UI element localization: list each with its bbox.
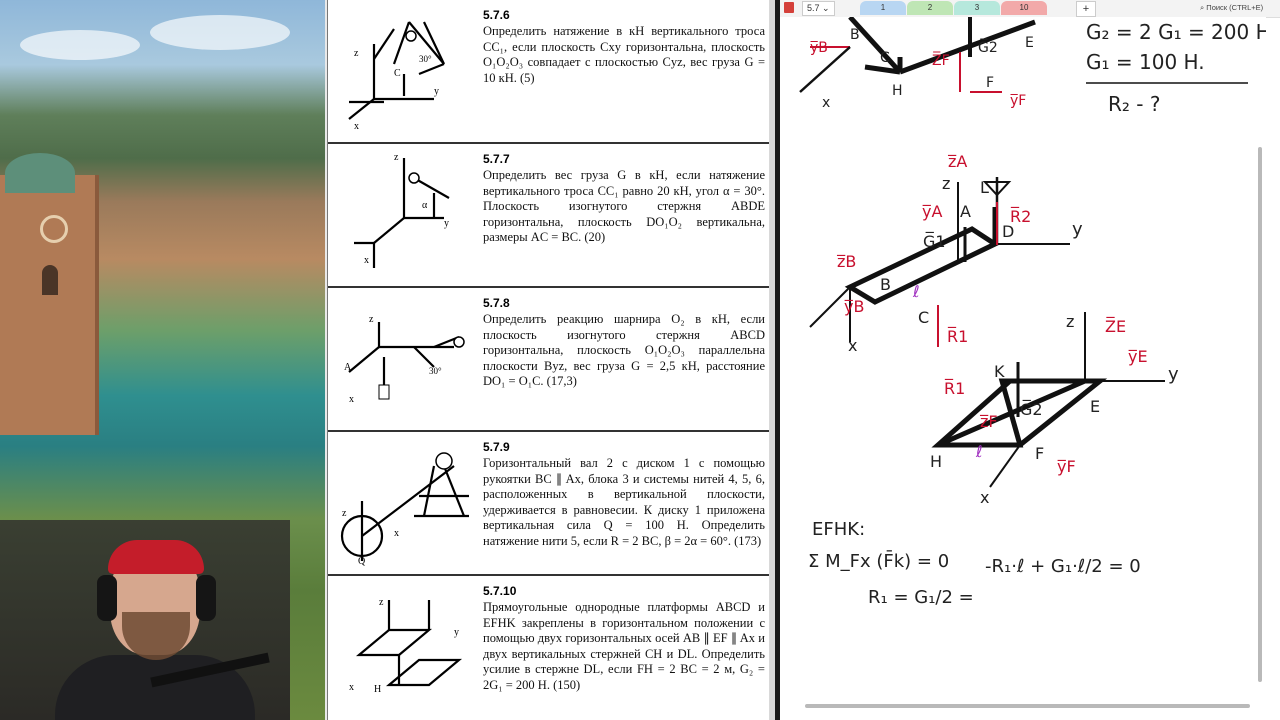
given-line-2: G₁ = 100 H. (1086, 50, 1205, 74)
headphone-right (196, 575, 216, 621)
svg-text:z: z (1066, 312, 1075, 331)
problem-number: 5.7.9 (483, 440, 510, 454)
page-selector-label: 5.7 (807, 3, 820, 13)
svg-text:R̅1: R̅1 (947, 327, 969, 346)
svg-text:G̅1: G̅1 (923, 232, 946, 251)
svg-text:z̅A: z̅A (948, 152, 968, 171)
problem-number: 5.7.6 (483, 8, 510, 22)
svg-text:D: D (1002, 222, 1015, 241)
svg-text:C: C (918, 308, 930, 327)
svg-text:30°: 30° (429, 366, 442, 376)
problem-text: Горизонтальный вал 2 с диском 1 с помощью рукоятки BC ∥ Ax, блока 3 и системы нитей 4, 5, 6, расположенных в вертикальной плоскости, удерживается в равновесии. К диску 1 приложена вертикальная сила Q = 100 Н. Определить натяжение нити 5, если R = 2 BC, β = 2α = 60°. (173) (483, 456, 765, 548)
given-line-1: G₂ = 2 G₁ = 200 H; (1086, 20, 1266, 44)
svg-text:R̅2: R̅2 (1010, 207, 1032, 226)
svg-text:y̅B: y̅B (844, 297, 865, 316)
svg-text:ℓ: ℓ (913, 282, 920, 301)
red-bandana (108, 540, 204, 574)
svg-text:x: x (394, 528, 399, 539)
problem-figure (334, 292, 479, 422)
moment-equation-expanded: -R₁·ℓ + G₁·ℓ/2 = 0 (985, 556, 1141, 577)
svg-text:x: x (980, 488, 990, 507)
problem-number: 5.7.7 (483, 152, 510, 166)
tower (0, 175, 99, 435)
handwritten-notes (780, 17, 1266, 712)
problem-number: 5.7.8 (483, 296, 510, 310)
svg-text:z̅F: z̅F (980, 412, 998, 431)
notebook-icon[interactable] (784, 2, 794, 13)
svg-text:x: x (349, 394, 354, 405)
svg-text:z: z (342, 508, 347, 519)
svg-text:H: H (374, 684, 382, 695)
window (42, 265, 58, 295)
problem-text: Определить реакцию шарнира O₂ в кН, если плоскость изогнутого стержня ABCD горизонтальна, плоскость O₁O₂O₃ параллельна плоскости Byz, вес груза G = 2,5 кН, расстояние DO₁ = O₁C. (17,3) (483, 312, 765, 388)
tab-10[interactable]: 10 (1001, 1, 1047, 15)
vertical-scrollbar[interactable] (1258, 147, 1262, 682)
tab-2[interactable]: 2 (907, 1, 953, 15)
problem-text: Определить натяжение в кН вертикального троса CC₁, если плоскость Cxy горизонтальна, плоскость O₁O₂O₃ совпадает с плоскостью Cyz, вес груза G = 10 кН. (5) (483, 24, 765, 85)
svg-text:y̅B: y̅B (810, 40, 828, 56)
platform-label: EFHK: (812, 519, 866, 540)
clock (40, 215, 68, 243)
problem-5-7-7 (328, 144, 772, 288)
svg-text:B: B (850, 27, 860, 43)
svg-text:F: F (986, 75, 995, 91)
cloud (20, 30, 140, 60)
svg-text:G̅2: G̅2 (978, 40, 998, 56)
pdf-scrollbar[interactable] (769, 0, 775, 720)
svg-text:E: E (1090, 397, 1101, 416)
svg-text:y̅E: y̅E (1128, 347, 1148, 366)
svg-text:L: L (980, 178, 989, 197)
notes-app (780, 0, 1280, 720)
svg-text:y: y (434, 86, 439, 97)
find-label: R₂ - ? (1108, 92, 1161, 116)
problem-5-7-10 (328, 576, 772, 720)
svg-text:A: A (344, 362, 352, 373)
svg-text:z: z (394, 152, 399, 163)
svg-text:30°: 30° (419, 54, 432, 64)
svg-text:H: H (930, 452, 943, 471)
svg-text:F: F (1035, 444, 1045, 463)
svg-text:Z̅E: Z̅E (1105, 317, 1127, 336)
problem-5-7-8 (328, 288, 772, 432)
svg-text:z: z (354, 48, 359, 59)
svg-text:G̅2: G̅2 (1020, 400, 1043, 419)
svg-text:C: C (880, 50, 890, 66)
svg-text:y̅F: y̅F (1057, 457, 1076, 476)
tab-3[interactable]: 3 (954, 1, 1000, 15)
svg-text:x: x (364, 255, 369, 266)
drawing-canvas[interactable] (780, 17, 1266, 712)
svg-text:y: y (1072, 219, 1083, 240)
problem-figure (334, 580, 479, 716)
svg-text:y: y (444, 218, 449, 229)
svg-text:Q̄: Q̄ (358, 556, 366, 567)
dome (5, 153, 75, 193)
problem-figure (334, 4, 479, 134)
svg-text:y: y (454, 627, 459, 638)
problem-text: Определить вес груза G в кН, если натяжение вертикального троса CC₁ равно 20 кН, угол α = 30°. Плоскость изогнутого стержня ABDE горизонтальна, плоскость DO₁O₂ вертикальна, размеры AC = BC. (20) (483, 168, 765, 244)
svg-text:Z̅F: Z̅F (932, 53, 950, 69)
solution-line: R₁ = G₁/2 = (868, 587, 974, 608)
problem-text: Прямоугольные однородные платформы ABCD и EFHK закреплены в горизонтальном положении с помощью двух горизонтальных осей AB ∥ EF ∥ Ax и двух вертикальных стержней CH и DL. Определить усилие в стержне DL, если FH = 2 BC = 2 м, G₂ = 2G₁ = 200 Н. (150) (483, 600, 765, 692)
cloud (150, 15, 290, 50)
svg-text:z: z (379, 597, 384, 608)
search-label: Поиск (CTRL+E) (1206, 3, 1264, 12)
svg-text:x: x (848, 336, 858, 355)
svg-text:z̅B: z̅B (837, 252, 857, 271)
svg-text:K: K (994, 362, 1005, 381)
problem-number: 5.7.10 (483, 584, 517, 598)
search-box[interactable]: ⌕ Поиск (CTRL+E) (1200, 3, 1264, 12)
svg-text:C: C (394, 68, 401, 79)
svg-text:x: x (822, 95, 831, 111)
notes-toolbar (780, 0, 1280, 18)
svg-text:y: y (1168, 364, 1179, 385)
add-tab-button[interactable]: + (1076, 1, 1096, 17)
svg-text:B: B (880, 275, 891, 294)
svg-text:x: x (354, 121, 359, 132)
svg-text:R̅1: R̅1 (944, 379, 966, 398)
headphone-left (97, 575, 117, 621)
svg-text:H: H (892, 83, 903, 99)
svg-text:E: E (1025, 35, 1034, 51)
problem-figure (334, 436, 479, 568)
page-selector[interactable]: 5.7 ⌄ (802, 1, 835, 16)
tab-1[interactable]: 1 (860, 1, 906, 15)
pdf-viewer[interactable] (325, 0, 775, 720)
svg-text:y̅A: y̅A (922, 202, 943, 221)
moment-equation: Σ M_Fx (F̄k) = 0 (808, 551, 950, 572)
pdf-page (327, 0, 773, 720)
problem-5-7-9 (328, 432, 772, 576)
problem-figure (334, 148, 479, 280)
svg-text:ℓ: ℓ (976, 442, 983, 461)
svg-text:A: A (960, 202, 971, 221)
problem-5-7-6 (328, 0, 772, 144)
svg-text:y̅F: y̅F (1010, 93, 1027, 109)
svg-text:α: α (422, 200, 428, 211)
horizontal-scrollbar[interactable] (805, 704, 1250, 708)
svg-text:z: z (369, 314, 374, 325)
svg-text:x: x (349, 682, 354, 693)
svg-text:z: z (942, 174, 951, 193)
